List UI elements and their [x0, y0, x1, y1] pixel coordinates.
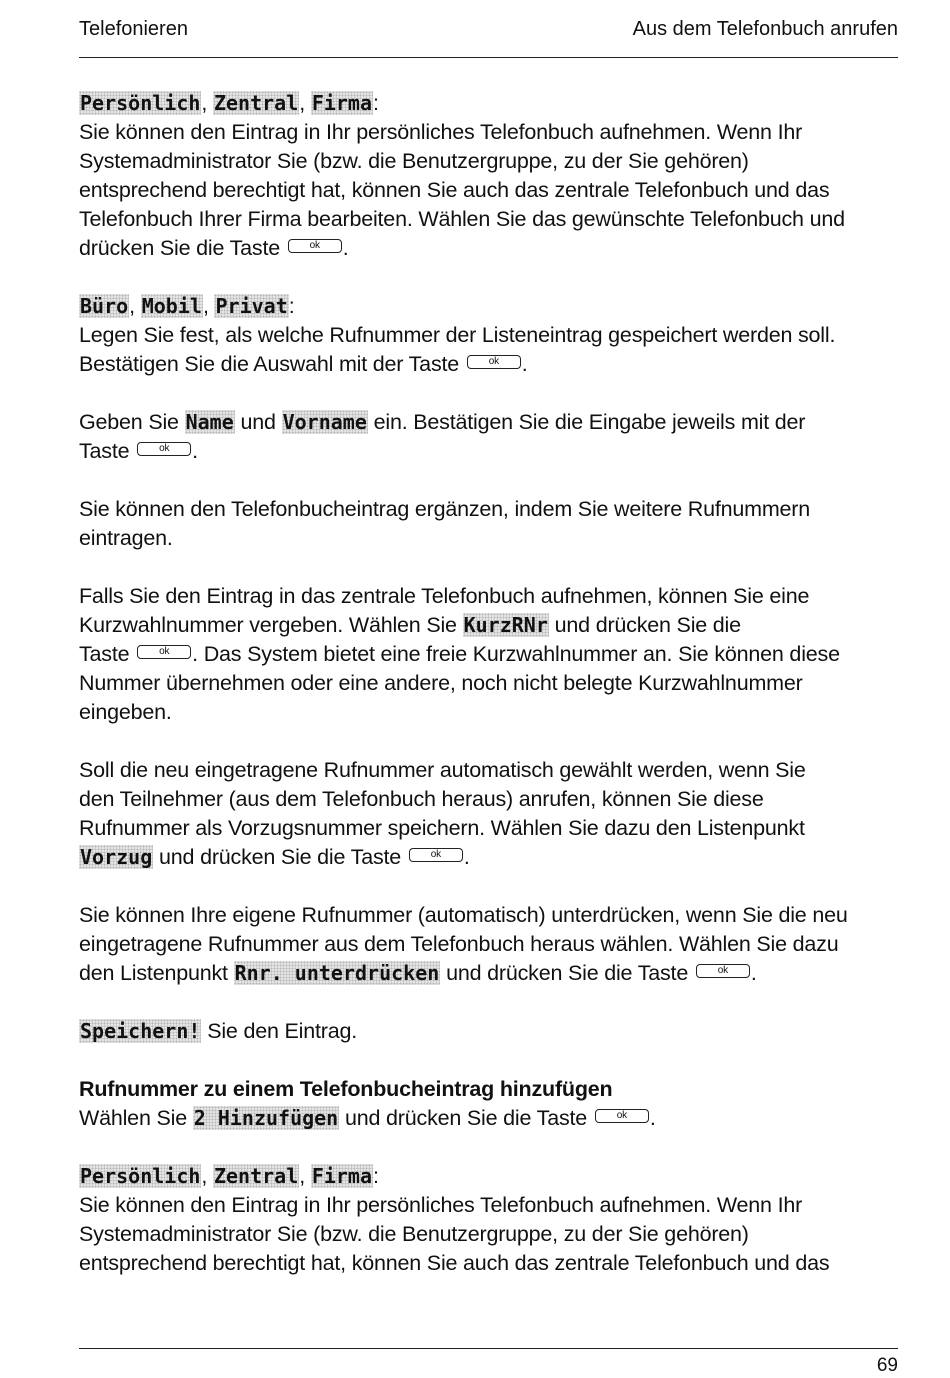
separator: , — [299, 1164, 311, 1188]
text-fragment: Geben Sie — [79, 410, 185, 434]
text-line: Sie können den Eintrag in Ihr persönliches Telefonbuch aufnehmen. Wenn Ihr — [79, 1193, 803, 1217]
text-fragment: ein. Bestätigen Sie die Eingabe jeweils mit der — [367, 410, 806, 434]
ok-key-icon: ok — [595, 1109, 649, 1123]
text-fragment: Taste — [79, 642, 136, 666]
text-line: eingetragene Rufnummer aus dem Telefonbuch heraus wählen. Wählen Sie dazu — [79, 932, 839, 956]
text-fragment: den Listenpunkt — [79, 961, 234, 985]
field-name: Name — [185, 410, 234, 434]
text-line: eintragen. — [79, 526, 173, 550]
suppress-number-paragraph — [79, 901, 902, 988]
colon: : — [373, 1164, 379, 1188]
speed-dial-paragraph — [79, 582, 902, 727]
separator: , — [202, 294, 215, 318]
separator: , — [129, 294, 141, 318]
text-fragment: und — [234, 410, 282, 434]
ok-key-icon: ok — [467, 355, 521, 369]
add-numbers-paragraph — [79, 495, 902, 553]
period: . — [750, 961, 757, 985]
softkey-speichern: Speichern! — [80, 1019, 201, 1043]
text-fragment: . Das System bietet eine freie Kurzwahlnummer an. Sie können diese — [192, 642, 840, 666]
text-line: den Teilnehmer (aus dem Telefonbuch heraus) anrufen, können Sie diese — [79, 787, 764, 811]
ok-key-icon: ok — [409, 848, 463, 862]
footer-rule — [79, 1348, 898, 1349]
page-header — [79, 16, 898, 42]
text-line: Systemadministrator Sie (bzw. die Benutzergruppe, zu der Sie gehören) — [79, 1222, 749, 1246]
period: . — [192, 439, 198, 463]
text-fragment: Sie den Eintrag. — [201, 1019, 357, 1043]
header-chapter-title: Telefonieren — [79, 18, 188, 40]
save-paragraph — [79, 1017, 902, 1046]
text-fragment: und drücken Sie die Taste — [440, 961, 694, 985]
period: . — [463, 845, 470, 869]
text-fragment: Wählen Sie — [79, 1106, 193, 1130]
softkey-mobil: Mobil — [141, 294, 202, 318]
softkey-kurzrnr: KurzRNr — [463, 613, 548, 637]
ok-key-icon: ok — [288, 239, 342, 253]
softkey-hinzufuegen: 2 Hinzufügen — [193, 1106, 339, 1130]
text-line: entsprechend berechtigt hat, können Sie auch das zentrale Telefonbuch und das — [79, 1251, 830, 1275]
page-body — [79, 89, 902, 1278]
text-line: Sie können den Eintrag in Ihr persönliches Telefonbuch aufnehmen. Wenn Ihr — [79, 120, 803, 144]
phonebook-select-paragraph-2 — [79, 1162, 902, 1278]
text-fragment: und drücken Sie die Taste — [153, 845, 407, 869]
text-line: Sie können den Telefonbucheintrag ergänzen, indem Sie weitere Rufnummern — [79, 497, 811, 521]
ok-key-icon: ok — [696, 964, 750, 978]
period: . — [649, 1106, 656, 1130]
text-fragment: drücken Sie die Taste — [79, 236, 286, 260]
softkey-firma: Firma — [311, 1164, 373, 1188]
softkey-zentral: Zentral — [213, 1164, 299, 1188]
softkey-zentral: Zentral — [213, 91, 299, 115]
separator: , — [299, 91, 311, 115]
text-line: Legen Sie fest, als welche Rufnummer der Listeneintrag gespeichert werden soll. — [79, 323, 836, 347]
softkey-privat: Privat — [215, 294, 288, 318]
softkey-firma: Firma — [311, 91, 373, 115]
field-vorname: Vorname — [282, 410, 367, 434]
add-number-section — [79, 1075, 902, 1133]
ok-key-icon: ok — [137, 442, 191, 456]
text-line: Telefonbuch Ihrer Firma bearbeiten. Wählen Sie das gewünschte Telefonbuch und — [79, 207, 845, 231]
text-line: Sie können Ihre eigene Rufnummer (automatisch) unterdrücken, wenn Sie die neu — [79, 903, 848, 927]
text-line: Systemadministrator Sie (bzw. die Benutzergruppe, zu der Sie gehören) — [79, 149, 749, 173]
preferred-number-paragraph — [79, 756, 902, 872]
text-line: Falls Sie den Eintrag in das zentrale Telefonbuch aufnehmen, können Sie eine — [79, 584, 810, 608]
name-entry-paragraph — [79, 408, 902, 466]
period: . — [342, 236, 349, 260]
period: . — [521, 352, 528, 376]
separator: , — [201, 1164, 213, 1188]
text-line: Soll die neu eingetragene Rufnummer automatisch gewählt werden, wenn Sie — [79, 758, 806, 782]
text-fragment: Kurzwahlnummer vergeben. Wählen Sie — [79, 613, 463, 637]
text-fragment: Bestätigen Sie die Auswahl mit der Taste — [79, 352, 465, 376]
softkey-persoenlich: Persönlich — [80, 91, 201, 115]
header-rule — [79, 57, 898, 58]
softkey-persoenlich: Persönlich — [80, 1164, 201, 1188]
section-heading: Rufnummer zu einem Telefonbucheintrag hinzufügen — [79, 1077, 613, 1101]
text-line: entsprechend berechtigt hat, können Sie auch das zentrale Telefonbuch und das — [79, 178, 830, 202]
text-fragment: und drücken Sie die — [548, 613, 741, 637]
number-type-paragraph — [79, 292, 902, 379]
text-line: Nummer übernehmen oder eine andere, noch nicht belegte Kurzwahlnummer — [79, 671, 803, 695]
colon: : — [288, 294, 295, 318]
text-fragment: und drücken Sie die Taste — [339, 1106, 593, 1130]
page-number: 69 — [876, 1355, 898, 1376]
softkey-rnr-unterdruecken: Rnr. unterdrücken — [234, 961, 440, 985]
header-section-title: Aus dem Telefonbuch anrufen — [632, 18, 898, 40]
softkey-buero: Büro — [80, 294, 129, 318]
phonebook-select-paragraph — [79, 89, 902, 263]
text-fragment: Taste — [79, 439, 136, 463]
separator: , — [201, 91, 213, 115]
text-line: Rufnummer als Vorzugsnummer speichern. Wählen Sie dazu den Listenpunkt — [79, 816, 805, 840]
colon: : — [373, 91, 379, 115]
softkey-vorzug: Vorzug — [80, 845, 153, 869]
text-line: eingeben. — [79, 700, 172, 724]
ok-key-icon: ok — [137, 645, 191, 659]
